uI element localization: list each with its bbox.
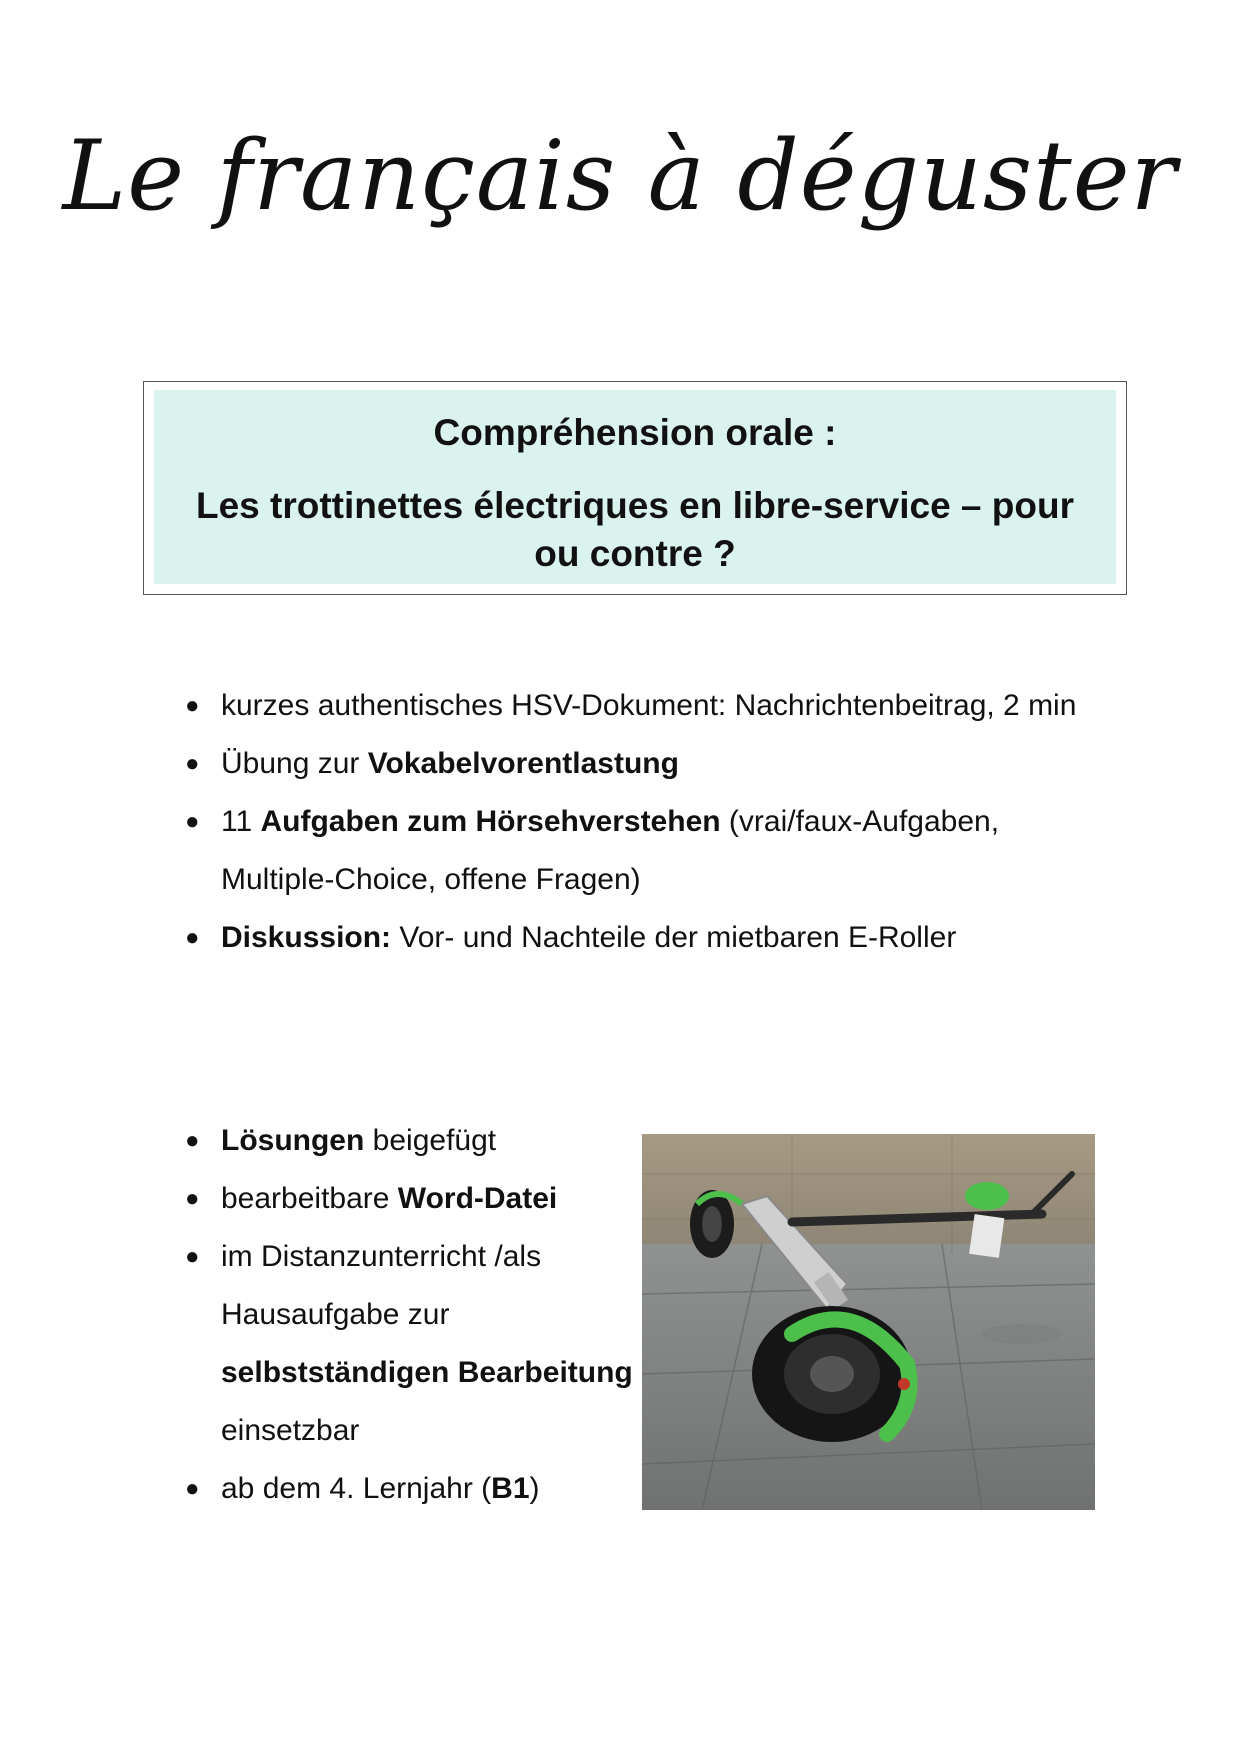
- bullet-icon: ●: [185, 750, 200, 777]
- scooter-photo: [642, 1134, 1095, 1510]
- list-item: ● 11 Aufgaben zum Hörsehverstehen (vrai/faux-Aufgaben, Multiple-Choice, offene Fragen): [185, 793, 1105, 909]
- bullet-icon: ●: [185, 808, 200, 835]
- feature-list-2: [185, 1112, 645, 1518]
- list-item: ● Übung zur Vokabelvorentlastung: [185, 735, 1105, 793]
- list-item: ● im Distanzunterricht /als Hausaufgabe zur selbstständigen Bearbeitung einsetzbar: [185, 1228, 645, 1460]
- list-item: ● Lösungen beigefügt: [185, 1112, 645, 1170]
- bullet-icon: ●: [185, 1127, 200, 1154]
- bullet-icon: ●: [185, 1475, 200, 1502]
- bullet-icon: ●: [185, 1185, 200, 1212]
- title-box-subtitle: Les trottinettes électriques en libre-service – pour ou contre ?: [195, 485, 1074, 574]
- bullet-icon: ●: [185, 924, 200, 951]
- title-box-heading: Compréhension orale :: [433, 412, 837, 453]
- list-item: ● bearbeitbare Word-Datei: [185, 1170, 645, 1228]
- page-title: Le français à déguster: [62, 120, 1178, 232]
- title-box: [143, 381, 1127, 595]
- list-item: ● Diskussion: Vor- und Nachteile der mietbaren E-Roller: [185, 909, 1105, 967]
- list-item: ● kurzes authentisches HSV-Dokument: Nachrichtenbeitrag, 2 min: [185, 677, 1105, 735]
- bullet-icon: ●: [185, 692, 200, 719]
- feature-list-1: [185, 677, 1105, 967]
- list-item: ● ab dem 4. Lernjahr (B1): [185, 1460, 645, 1518]
- bullet-icon: ●: [185, 1243, 200, 1270]
- title-box-fill: [154, 390, 1116, 584]
- fallen-e-scooter-image: [642, 1134, 1095, 1510]
